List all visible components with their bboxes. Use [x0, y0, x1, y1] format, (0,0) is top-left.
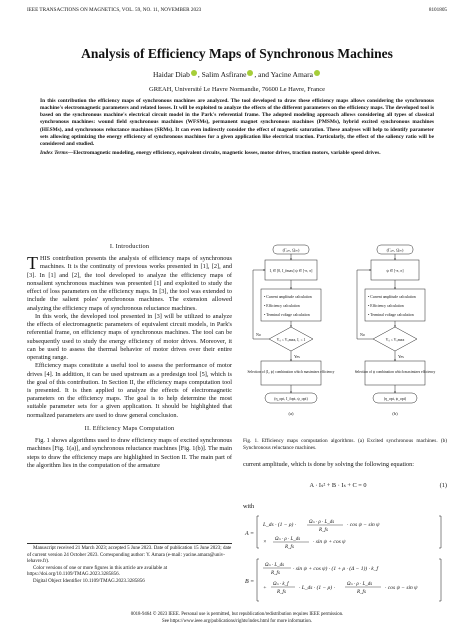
- flow-start-label: (Γₑₘ, Ωₘ): [282, 247, 300, 253]
- abstract-text: In this contribution the efficiency maps of synchronous machines are analyzed. The tool developed to draw these efficiency maps allows considering the synchronous machine's electromagnetic parameters and related losses. It will be exploited to analyze the effects of the different parameters on the efficiency maps. The developed tool is based on the synchronous machine's electrical circuit model in the Park's referential frame. The adopted modeling approach allows considering all types of classical synchronous machines: wound field synchronous machines (WFSMs), permanent magnet synchronous machines (PMSMs), hybrid excited synchronous machines (HESMs), and synchronous reluctance machines (SRMs). It can even indirectly consider the effect of magnetic saturation. These analyses will help to identify parameter sets allowing optimizing the energy efficiency of synchronous machines for a given application like electrical traction. Particularly, the effect of the saliency ratio will be considered and studied.: [40, 98, 434, 147]
- author-line: Haidar Diab , Salim Asfirane , and Yacine Amara: [0, 70, 474, 79]
- svg-text:· sin ψ + cos ψ: · sin ψ + cos ψ: [313, 539, 346, 545]
- paragraph: In this work, the developed tool presented in [3] will be utilized to analyze the effects of electromagnetic parameters of equivalent circuit models, in Park's referential frame, on efficiency maps of synchronous machines. The tool can be subsequently used to study the energy efficiency of motor drives. Moreover, it can be used to assess the thermal behavior of motor drives over their entire operating range.: [27, 312, 232, 362]
- footnote-line: Digital Object Identifier 10.1109/TMAG.2023.3285856: [33, 578, 145, 584]
- flow-step: • Current amplitude calculation: [368, 295, 416, 299]
- journal-name: IEEE TRANSACTIONS ON MAGNETICS, VOL. 59, NO. 11, NOVEMBER 2023: [27, 7, 202, 13]
- figure-caption: Fig. 1. Efficiency maps computation algorithms. (a) Excited synchronous machines. (b) Synchronous reluctance machines.: [243, 438, 447, 451]
- author-separator: , and: [254, 70, 271, 79]
- svg-text:B =: B =: [245, 579, 255, 585]
- svg-text:Ωₙ · ρ · L_ds: Ωₙ · ρ · L_ds: [309, 520, 335, 525]
- svg-text:Ωₙ · L_ds: Ωₙ · L_ds: [265, 563, 285, 568]
- with-label: with: [243, 503, 255, 510]
- flow-step: • Efficiency calculation: [264, 304, 300, 308]
- rights-link-line[interactable]: See https://www.ieee.org/publications/rights/index.html for more information.: [162, 618, 312, 624]
- flow-select: Selection of ψ combination which maximizes efficiency: [354, 370, 436, 374]
- flow-yes-label: Yes: [398, 354, 404, 359]
- orcid-icon[interactable]: [191, 70, 197, 76]
- flow-step: • Current amplitude calculation: [264, 295, 312, 299]
- subfigure-label: (b): [392, 411, 398, 416]
- paragraph: Efficiency maps constitute a useful tool to assess the performance of motor drives [4]. In addition, it can be used upstream as a predesign tool [5], which is the goal of this contribution. In Section II, the efficiency maps computation tool is presented. It is then applied to analyze the effects of electromagnetic parameters on the efficiency maps. The goal is to help determine the most suitable parameter sets for a given application. It should be highlighted that normalized parameters are used to draw general conclusion.: [27, 362, 232, 419]
- flow-no-label: No: [256, 332, 261, 337]
- svg-text:Ωₙ · k_f: Ωₙ · k_f: [273, 582, 289, 587]
- orcid-icon[interactable]: [247, 70, 253, 76]
- svg-text:×: ×: [263, 539, 267, 545]
- author-name[interactable]: Haidar Diab: [153, 70, 190, 79]
- svg-text:Ωₙ · ρ · L_ds: Ωₙ · ρ · L_ds: [275, 537, 301, 542]
- section-heading: II. Efficiency Maps Computation: [84, 424, 175, 432]
- orcid-icon[interactable]: [314, 70, 320, 76]
- svg-text:L_ds · (1 − ρ) ·: L_ds · (1 − ρ) ·: [263, 522, 297, 528]
- paragraph: HIS contribution presents the analysis of efficiency maps of synchronous machines. It is the continuity of previous works presented in [1], [2], and [3]. In [1] and [2], the tool developed to analyze the efficiency maps of nonsalient synchronous machines was presented [1] and exploited to study the effect of loss parameters on the efficiency maps. In [3], the tool was extended to include the salient poles' synchronous machines. The extension allowed analyzing the efficiency maps of synchronous reluctance machines.: [27, 255, 232, 312]
- flow-loop-label: Iₑ ∈ [0, I_fmax] ψ ∈ [-π, π]: [269, 269, 313, 273]
- svg-text:A =: A =: [245, 531, 255, 537]
- footnote: [27, 543, 232, 585]
- drop-cap: T: [27, 253, 38, 274]
- figure-flowcharts: [243, 243, 447, 433]
- flow-yes-label: Yes: [294, 354, 300, 359]
- flow-start-label: (Γₑₘ, Ωₘ): [386, 247, 404, 253]
- equation-A: [243, 512, 447, 552]
- abstract: [40, 98, 434, 159]
- subfigure-label: (a): [288, 411, 294, 416]
- svg-text:· cos ψ − sin ψ: · cos ψ − sin ψ: [385, 585, 418, 591]
- affiliation: GREAH, Université Le Havre Normandie, 76600 Le Havre, France: [149, 86, 325, 93]
- svg-text:· L_ds · (1 − ρ) ·: · L_ds · (1 − ρ) ·: [299, 585, 335, 591]
- paragraph: Fig. 1 shows algorithms used to draw efficiency maps of excited synchronous machines [Fig. 1(a)], and synchronous reluctance machines [Fig. 1(b)]. The main steps to draw the efficiency maps are highlighted in Section II. The main part of the algorithm lies in the computation of the armature: [27, 437, 232, 469]
- index-terms-label: Index Terms: [40, 149, 68, 156]
- article-number: 8101805: [428, 7, 447, 13]
- section-heading: I. Introduction: [109, 243, 150, 250]
- flow-output: (η_opt, I_fopt, ψ_opt): [274, 397, 308, 401]
- paper-title: Analysis of Efficiency Maps of Synchronous Machines: [81, 46, 393, 61]
- equation-B: [243, 556, 447, 604]
- flow-condition: Vₛ ≤ Vₛmax: [385, 338, 405, 342]
- flow-condition: Vₛ ≤ Vₛmax, Iₑ ≤ 1: [276, 338, 306, 342]
- svg-text:R_fs: R_fs: [277, 590, 286, 595]
- svg-text:R_fs: R_fs: [319, 528, 328, 533]
- flow-select: Selection of (Iₑ, ψ) combination which maximizes efficiency: [247, 370, 335, 374]
- copyright-line: 0018-9464 © 2023 IEEE. Personal use is permitted, but republication/redistribution requires IEEE permission.: [130, 612, 344, 617]
- copyright-footer: [0, 612, 474, 625]
- index-terms: —Electromagnetic modeling, energy efficiency, equivalent circuits, magnetic losses, motor drives, traction motors, variable speed drives.: [67, 149, 381, 156]
- svg-text:R_fs: R_fs: [357, 590, 366, 595]
- flow-step: • Terminal voltage calculation: [264, 313, 310, 317]
- equation-number: (1): [439, 482, 447, 489]
- flow-loop-label: ψ ∈ [-π, π]: [386, 269, 404, 273]
- svg-text:Ωₙ · ρ · L_ds: Ωₙ · ρ · L_ds: [347, 582, 373, 587]
- svg-text:R_fs: R_fs: [285, 545, 294, 550]
- flow-step: • Terminal voltage calculation: [368, 313, 414, 317]
- footnote-line[interactable]: Color versions of one or more figures in this article are available at https://doi.org/10.1109/TMAG.2023.3285856.: [27, 565, 168, 577]
- svg-text:· sin ψ + cos ψ) · (1 + ρ · (Δ: · sin ψ + cos ψ) · (1 + ρ · (Δ − 1)) · k_f: [293, 566, 378, 572]
- svg-text:+: +: [263, 585, 267, 591]
- author-name[interactable]: Salim Asfirane: [201, 70, 247, 79]
- footnote-line: Manuscript received 21 March 2023; accepted 5 June 2023. Date of publication 15 June 2023; date of current version 24 October 2023. Corresponding author: Y. Amara (e-mail: yacine.amara@univ-lehavre.fr).: [27, 546, 232, 564]
- left-column: [27, 238, 232, 470]
- flow-step: • Efficiency calculation: [368, 304, 404, 308]
- flow-no-label: No: [360, 332, 365, 337]
- paragraph: current amplitude, which is done by solving the following equation:: [243, 461, 415, 468]
- equation-body: A · Iₛ² + B · Iₛ + C = 0: [309, 482, 367, 489]
- author-name[interactable]: Yacine Amara: [270, 70, 313, 79]
- svg-text:· cos ψ − sin ψ: · cos ψ − sin ψ: [347, 522, 380, 528]
- flow-output: (η_opt, ψ_opt): [383, 397, 407, 401]
- svg-text:R_fs: R_fs: [271, 571, 280, 576]
